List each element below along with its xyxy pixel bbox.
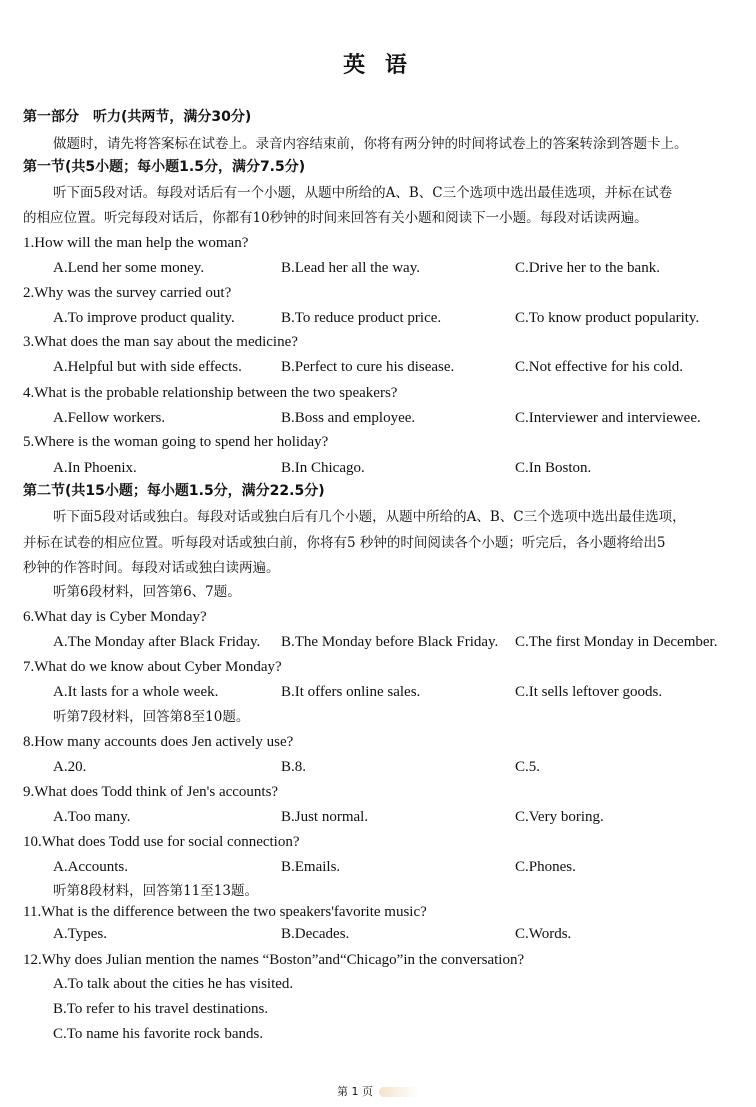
material-7-note: 听第7段材料，回答第8至10题。: [53, 709, 250, 725]
material-8-note: 听第8段材料，回答第11至13题。: [53, 883, 258, 899]
question-2: 2.Why was the survey carried out?: [23, 285, 232, 301]
page-title: 英 语: [343, 53, 413, 78]
q12-option-c: C.To name his favorite rock bands.: [53, 1026, 264, 1042]
q12-option-a: A.To talk about the cities he has visited.: [53, 976, 294, 992]
q11-option-c: C.Words.: [515, 926, 572, 942]
q11-option-a: A.Types.: [53, 926, 107, 942]
section1-heading: 第一节(共5小题；每小题1.5分，满分7.5分): [23, 159, 306, 175]
q3-option-b: B.Perfect to cure his disease.: [281, 359, 455, 375]
section2-heading: 第二节(共15小题；每小题1.5分，满分22.5分): [23, 483, 325, 499]
q7-option-b: B.It offers online sales.: [281, 684, 421, 700]
q10-option-a: A.Accounts.: [53, 859, 128, 875]
section2-instruction-line2: 并标在试卷的相应位置。听每段对话或独白前，你将有5 秒钟的时间阅读各个小题；听完后，各小题将给出5: [23, 535, 666, 551]
q4-option-b: B.Boss and employee.: [281, 410, 416, 426]
q8-option-b: B.8.: [281, 759, 307, 775]
q6-option-b: B.The Monday before Black Friday.: [281, 634, 499, 650]
q9-option-b: B.Just normal.: [281, 809, 369, 825]
q2-option-c: C.To know product popularity.: [515, 310, 700, 326]
q6-option-a: A.The Monday after Black Friday.: [53, 634, 261, 650]
question-8: 8.How many accounts does Jen actively use?: [23, 734, 294, 750]
q7-option-c: C.It sells leftover goods.: [515, 684, 663, 700]
q9-option-a: A.Too many.: [53, 809, 131, 825]
question-10: 10.What does Todd use for social connection?: [23, 834, 300, 850]
q1-option-c: C.Drive her to the bank.: [515, 260, 660, 276]
q10-option-b: B.Emails.: [281, 859, 341, 875]
question-11: 11.What is the difference between the two speakers'favorite music?: [23, 904, 427, 920]
question-3: 3.What does the man say about the medicine?: [23, 334, 298, 350]
q2-option-a: A.To improve product quality.: [53, 310, 235, 326]
q3-option-a: A.Helpful but with side effects.: [53, 359, 242, 375]
q4-option-c: C.Interviewer and interviewee.: [515, 410, 701, 426]
question-4: 4.What is the probable relationship between the two speakers?: [23, 385, 398, 401]
section2-instruction-line3: 秒钟的作答时间。每段对话或独白读两遍。: [23, 560, 280, 576]
part1-heading: 第一部分 听力(共两节，满分30分): [23, 109, 252, 125]
q1-option-b: B.Lead her all the way.: [281, 260, 420, 276]
q5-option-c: C.In Boston.: [515, 460, 592, 476]
scan-smudge: [379, 1087, 419, 1097]
section2-instruction-line1: 听下面5段对话或独白。每段对话或独白后有几个小题，从题中所给的A、B、C三个选项中选出最佳选项，: [53, 509, 686, 525]
q8-option-c: C.5.: [515, 759, 541, 775]
q12-option-b: B.To refer to his travel destinations.: [53, 1001, 269, 1017]
part1-instruction: 做题时，请先将答案标在试卷上。录音内容结束前，你将有两分钟的时间将试卷上的答案转涂到答题卡上。: [53, 136, 688, 152]
section1-instruction-line1: 听下面5段对话。每段对话后有一个小题，从题中所给的A、B、C三个选项中选出最佳选项，并标在试卷: [53, 185, 673, 201]
question-1: 1.How will the man help the woman?: [23, 235, 249, 251]
q5-option-a: A.In Phoenix.: [53, 460, 137, 476]
material-6-note: 听第6段材料，回答第6、7题。: [53, 584, 241, 600]
page-footer: [0, 1083, 756, 1099]
q2-option-b: B.To reduce product price.: [281, 310, 442, 326]
q8-option-a: A.20.: [53, 759, 87, 775]
question-9: 9.What does Todd think of Jen's accounts?: [23, 784, 279, 800]
question-5: 5.Where is the woman going to spend her holiday?: [23, 434, 329, 450]
question-6: 6.What day is Cyber Monday?: [23, 609, 207, 625]
page-number: 第 1 页: [337, 1085, 373, 1098]
q9-option-c: C.Very boring.: [515, 809, 604, 825]
q7-option-a: A.It lasts for a whole week.: [53, 684, 219, 700]
q3-option-c: C.Not effective for his cold.: [515, 359, 684, 375]
q11-option-b: B.Decades.: [281, 926, 350, 942]
q10-option-c: C.Phones.: [515, 859, 576, 875]
q6-option-c: C.The first Monday in December.: [515, 634, 718, 650]
section1-instruction-line2: 的相应位置。听完每段对话后，你都有10秒钟的时间来回答有关小题和阅读下一小题。每段对话读两遍。: [23, 210, 648, 226]
question-7: 7.What do we know about Cyber Monday?: [23, 659, 282, 675]
q1-option-a: A.Lend her some money.: [53, 260, 205, 276]
question-12: 12.Why does Julian mention the names “Boston”and“Chicago”in the conversation?: [23, 952, 525, 968]
q5-option-b: B.In Chicago.: [281, 460, 365, 476]
q4-option-a: A.Fellow workers.: [53, 410, 166, 426]
